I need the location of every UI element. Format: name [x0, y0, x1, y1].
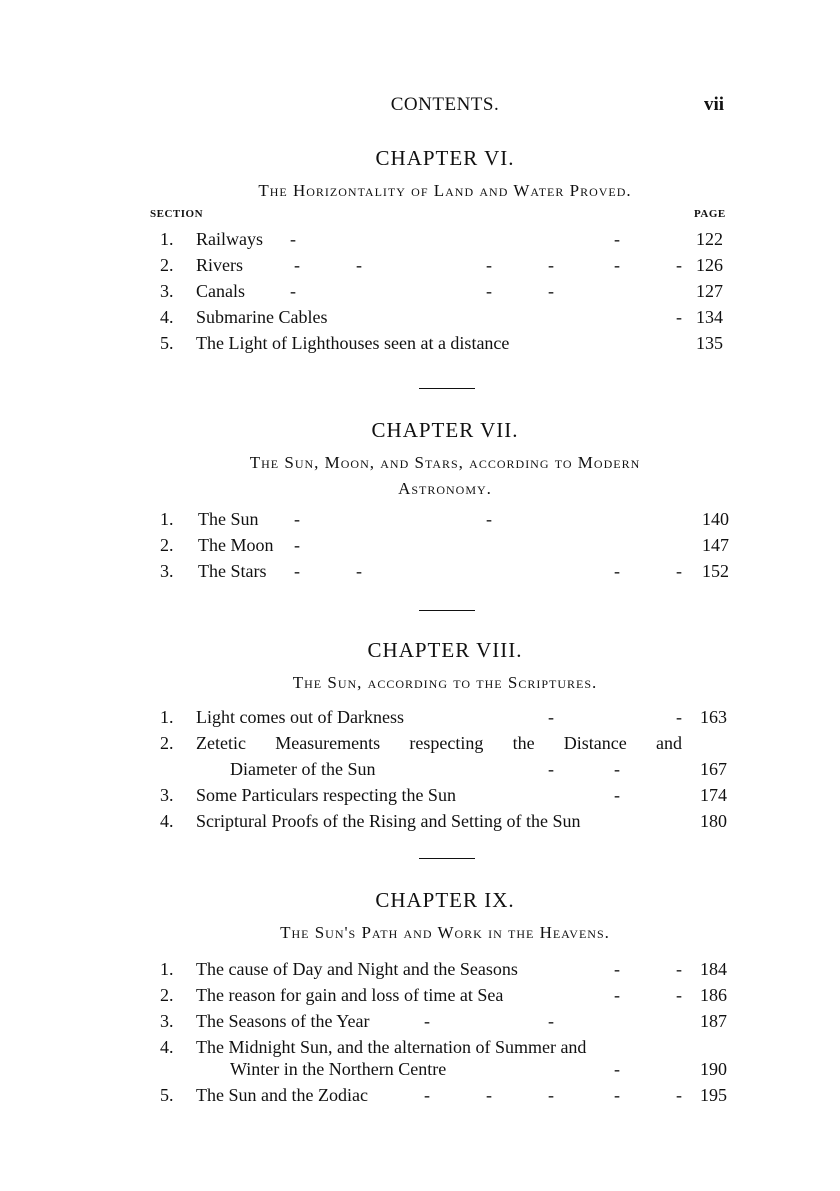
toc-entry[interactable] [0, 1082, 840, 1108]
column-headings [0, 208, 840, 226]
toc-entry[interactable] [0, 1034, 840, 1056]
entry-page: 195 [700, 1085, 727, 1105]
chapter-subtitle: The Sun, according to the Scriptures. [292, 673, 598, 692]
chapter-6 [0, 144, 840, 356]
leader-dots: - - [548, 707, 682, 727]
chapter-subtitle: The Sun's Path and Work in the Heavens. [280, 923, 610, 942]
entry-page: 190 [700, 1059, 727, 1079]
entry-title: The Moon [198, 535, 274, 555]
entry-number: 2. [160, 535, 174, 555]
chapter-title: CHAPTER VI. [375, 146, 515, 170]
toc-entry[interactable] [0, 956, 840, 982]
entry-number: 1. [160, 229, 174, 249]
page-number: vii [704, 94, 725, 115]
entry-title-line-2: Diameter of the Sun [230, 759, 376, 779]
entry-number: 3. [160, 281, 174, 301]
divider-rule [419, 388, 475, 389]
leader-dots: - - - - - [424, 1085, 682, 1105]
toc-entry[interactable] [0, 330, 840, 356]
entry-number: 1. [160, 509, 174, 529]
entry-title: The Sun and the Zodiac [196, 1085, 368, 1105]
entry-page: 126 [696, 255, 723, 275]
entry-title: The Seasons of the Year [196, 1011, 370, 1031]
leader-dots: - [294, 535, 300, 555]
entry-title: Submarine Cables [196, 307, 328, 327]
leader-dots: - - [614, 985, 682, 1005]
leader-dots: - - [294, 509, 492, 529]
chapter-8 [0, 636, 840, 834]
toc-entry[interactable] [0, 982, 840, 1008]
entry-number: 4. [160, 811, 174, 831]
entry-number: 3. [160, 785, 174, 805]
entry-page: 174 [700, 785, 727, 805]
chapter-subtitle: The Horizontality of Land and Water Proved. [258, 181, 632, 200]
entry-number: 1. [160, 959, 174, 979]
entry-page: 167 [700, 759, 727, 779]
entry-number: 3. [160, 1011, 174, 1031]
entry-number: 5. [160, 333, 174, 353]
entry-number: 4. [160, 1037, 174, 1057]
toc-entry[interactable] [0, 730, 840, 756]
running-title: CONTENTS. [390, 94, 500, 115]
toc-entry[interactable] [0, 532, 840, 558]
running-head [0, 94, 840, 118]
leader-dots: - - - [290, 281, 554, 301]
entry-page: 184 [700, 959, 727, 979]
toc-entry[interactable] [0, 808, 840, 834]
entry-title: Light comes out of Darkness [196, 707, 404, 727]
leader-dots: - - [614, 959, 682, 979]
toc-entry[interactable] [0, 782, 840, 808]
entry-page: 147 [702, 535, 729, 555]
entry-title: The cause of Day and Night and the Seasons [196, 959, 518, 979]
leader-dots: - - [424, 1011, 554, 1031]
entry-page: 140 [702, 509, 729, 529]
toc-entry[interactable] [0, 278, 840, 304]
chapter-title: CHAPTER VII. [371, 418, 519, 442]
entry-title-line-1: Zetetic Measurements respecting the Distance and [196, 733, 682, 753]
toc-entry[interactable] [0, 1008, 840, 1034]
entry-title: Railways [196, 229, 263, 249]
entry-number: 1. [160, 707, 174, 727]
entry-title: Some Particulars respecting the Sun [196, 785, 456, 805]
leader-dots: - [614, 1059, 620, 1079]
toc-entry-continued[interactable] [0, 756, 840, 782]
entry-page: 186 [700, 985, 727, 1005]
leader-dots: - [676, 307, 682, 327]
section-heading: SECTION [150, 208, 204, 220]
entry-number: 2. [160, 985, 174, 1005]
entry-title: The reason for gain and loss of time at Sea [196, 985, 504, 1005]
entry-page: 135 [696, 333, 723, 353]
entry-page: 152 [702, 561, 729, 581]
leader-dots: - [614, 785, 620, 805]
leader-dots: - - [290, 229, 620, 249]
divider-rule [419, 610, 475, 611]
entry-title: Canals [196, 281, 245, 301]
entry-title: Scriptural Proofs of the Rising and Setting of the Sun [196, 811, 581, 831]
entry-number: 2. [160, 255, 174, 275]
entry-number: 5. [160, 1085, 174, 1105]
toc-entry[interactable] [0, 304, 840, 330]
entry-page: 122 [696, 229, 723, 249]
toc-entry[interactable] [0, 226, 840, 252]
entry-title: The Stars [198, 561, 267, 581]
entry-title: The Sun [198, 509, 259, 529]
entry-page: 127 [696, 281, 723, 301]
page-heading: PAGE [694, 208, 726, 220]
leader-dots: - - [548, 759, 620, 779]
chapter-title: CHAPTER VIII. [367, 638, 523, 662]
chapter-subtitle-line-2: Astronomy. [398, 479, 492, 498]
entry-number: 3. [160, 561, 174, 581]
toc-entry-continued[interactable] [0, 1056, 840, 1082]
divider-rule [419, 858, 475, 859]
toc-entry[interactable] [0, 558, 840, 584]
entry-page: 163 [700, 707, 727, 727]
entry-number: 4. [160, 307, 174, 327]
chapter-subtitle-line-1: The Sun, Moon, and Stars, according to Modern [249, 453, 641, 472]
entry-page: 187 [700, 1011, 727, 1031]
chapter-title: CHAPTER IX. [375, 888, 515, 912]
entry-title: The Light of Lighthouses seen at a distance [196, 333, 510, 353]
entry-title: Rivers [196, 255, 243, 275]
chapter-7 [0, 416, 840, 584]
leader-dots: - - - - [294, 561, 682, 581]
chapter-9 [0, 886, 840, 1108]
entry-title-line-1: The Midnight Sun, and the alternation of Summer and [196, 1037, 587, 1057]
leader-dots: - - - - - - [294, 255, 682, 275]
entry-title-line-2: Winter in the Northern Centre [230, 1059, 447, 1079]
toc-entry[interactable] [0, 252, 840, 278]
toc-entry[interactable] [0, 506, 840, 532]
entry-page: 180 [700, 811, 727, 831]
entry-number: 2. [160, 733, 174, 753]
toc-entry[interactable] [0, 704, 840, 730]
entry-page: 134 [696, 307, 723, 327]
